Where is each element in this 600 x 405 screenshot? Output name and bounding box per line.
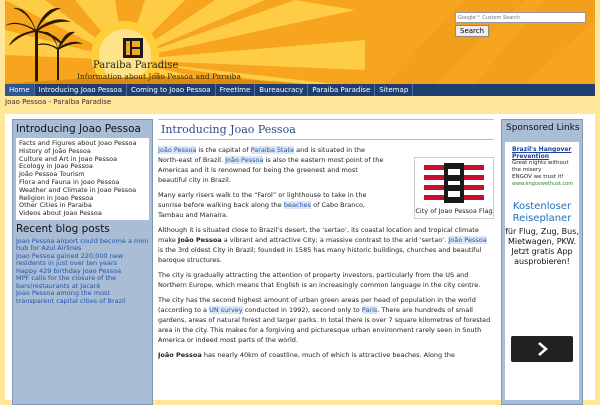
header-banner: [5, 0, 595, 84]
ad-next-button[interactable]: [511, 336, 573, 362]
sidebar-link-weather[interactable]: Weather and Climate in Joao Pessoa: [19, 185, 137, 194]
link-un-survey[interactable]: UN survey: [209, 306, 243, 314]
sidebar-link-religion[interactable]: Religion in Joao Pessoa: [19, 193, 94, 202]
search-button[interactable]: Search: [455, 25, 489, 37]
right-sidebar: [501, 119, 583, 405]
main-article: [158, 119, 494, 400]
sponsored-links-heading: Sponsored Links: [506, 123, 580, 133]
intro-paragraph: João Pessoa is the capital of Paraiba State and is situated in the North-east of Brazil. João Pessoa is also the eastern most point of the Americas and it is renowned for being the greenest and most beautiful city in Brazil.: [158, 146, 384, 184]
link-joao-pessoa[interactable]: João Pessoa: [225, 156, 264, 164]
nav-home[interactable]: Home: [5, 84, 35, 96]
logo-icon: [123, 38, 143, 58]
investors-paragraph: The city is gradually attracting the attention of property investors, particularly from the US and Northern Europe, which means that English is an increasingly common language in the city centre.: [158, 271, 481, 289]
sertao-paragraph: Although it is situated close to Brazil’s desert, the ‘sertao’, its coastal location and tropical climate make João Pessoa a vibrant and attractive City; a massive contrast to the arid ‘sertao’. João Pessoa is the 3rd oldest City in Brazil; founded in 1585 has many historic buildings, churches and beautiful baroque structures.: [158, 226, 487, 264]
blog-heading: Recent blog posts: [16, 222, 110, 235]
ad-text: Great nights without the misery: [512, 160, 569, 173]
sidebar-link-other-cities[interactable]: Other Cities in Paraiba: [19, 201, 92, 210]
blog-post-link[interactable]: Joao Pessoa airport could become a mini hub for Azul Airlines: [16, 236, 149, 253]
blog-post-link[interactable]: MPF calls for the closure of the bars/restaurants at Jacaré: [16, 274, 117, 290]
coastline-paragraph: João Pessoa has nearly 40km of coastline, much of which is attractive beaches. Along the: [158, 351, 455, 359]
joao-pessoa-flag-image[interactable]: [424, 163, 484, 203]
sidebar-link-tourism[interactable]: João Pessoa Tourism: [19, 170, 85, 179]
nav-freetime[interactable]: Freetime: [216, 84, 256, 96]
ad-title-link[interactable]: Brazil's Hangover Prevention: [512, 146, 572, 160]
nav-coming-to-joao-pessoa[interactable]: Coming to Joao Pessoa: [127, 84, 216, 96]
breadcrumb: Joao Pessoa - Paraiba Paradise: [5, 98, 112, 106]
ad-url[interactable]: www.engovwethust.com: [512, 181, 574, 187]
lighthouse-paragraph: Many early risers walk to the “Farol” or lighthouse to take in the sunrise before walking back along the beaches of Cabo Branco, Tambau and Manaira.: [158, 191, 367, 219]
sidebar-heading: Introducing Joao Pessoa: [16, 123, 141, 135]
nav-sitemap[interactable]: Sitemap: [375, 84, 413, 96]
link-beaches[interactable]: beaches: [283, 201, 312, 209]
link-paraiba-state[interactable]: Paraiba State: [250, 146, 295, 154]
sidebar-link-history[interactable]: History of João Pessoa: [19, 146, 91, 155]
link-joao-pessoa[interactable]: João Pessoa: [158, 146, 197, 154]
sidebar-link-videos[interactable]: Videos about Joao Pessoa: [19, 209, 102, 218]
site-tagline: Information about João Pessoa and Paraiba: [77, 72, 241, 81]
sidebar-link-culture[interactable]: Culture and Art in Joao Pessoa: [19, 154, 118, 163]
blog-post-link[interactable]: Joao Pessoa gained 220,000 new residents in just over ten years: [16, 251, 124, 268]
green-areas-paragraph: The city has the second highest amount of urban green areas per head of population in the world (according to a UN survey conducted in 1992), second only to Paris. There are hundreds of small gardens, areas of natural forest and larger parks. In total there is over 7 square kilometres of forested area in the city. This makes for a forgiving and picturesque urban environment rarely seen in South America or indeed most parts of the world.: [158, 296, 491, 344]
ad-text: ENGOV we trust it!: [512, 174, 564, 180]
nav-paraiba-paradise[interactable]: Paraiba Paradise: [308, 84, 375, 96]
page-title: Introducing Joao Pessoa: [158, 119, 494, 140]
blog-post-link[interactable]: Joao Pessoa among the most transparent capital cities of Brazil: [16, 289, 126, 305]
flag-figure: [414, 157, 494, 219]
flag-caption: City of Joao Pessoa Flag: [415, 207, 493, 215]
chevron-right-icon: [511, 336, 573, 362]
search-input[interactable]: [455, 12, 586, 23]
link-paris[interactable]: Paris: [361, 306, 378, 314]
nav-introducing-joao-pessoa[interactable]: Introducing Joao Pessoa: [35, 84, 127, 96]
sidebar-links: [16, 138, 149, 220]
ad-container: [505, 142, 579, 400]
main-nav: [5, 84, 595, 96]
left-sidebar: [12, 119, 153, 405]
ad-headline[interactable]: Kostenloser Reiseplaner: [512, 201, 572, 224]
sidebar-link-flora-fauna[interactable]: Flora and Fauna in Joao Pessoa: [19, 177, 120, 186]
link-joao-pessoa[interactable]: João Pessoa: [448, 236, 487, 244]
content-area: [5, 114, 595, 400]
search-form: [455, 12, 585, 37]
blog-post-link[interactable]: Happy 429 birthday Joao Pessoa: [16, 266, 122, 275]
sidebar-link-facts[interactable]: Facts and Figures about Joao Pessoa: [19, 139, 137, 147]
site-title[interactable]: Paraiba Paradise: [93, 60, 179, 71]
nav-bureaucracy[interactable]: Bureaucracy: [255, 84, 308, 96]
ad-body: für Flug, Zug, Bus, Mietwagen, PKW. Jetzt gratis App ausprobieren!: [505, 227, 579, 266]
sidebar-link-ecology[interactable]: Ecology in Joao Pessoa: [19, 162, 93, 171]
